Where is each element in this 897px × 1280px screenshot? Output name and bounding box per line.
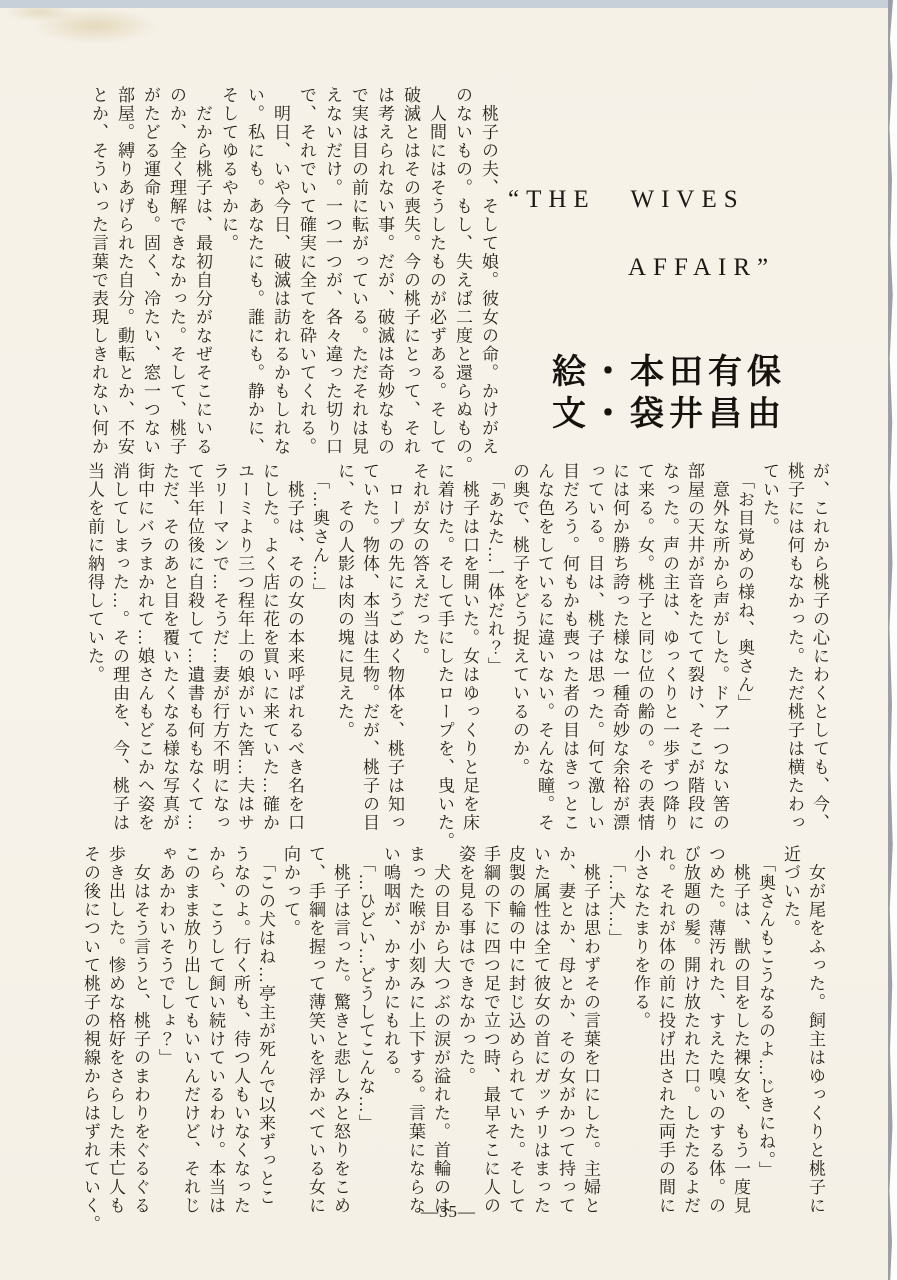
text-line: それが女の答えだった。 (410, 462, 429, 666)
text-line: っている。目は、桃子は思った。何て激しい (585, 462, 604, 832)
text-line: て来る。女。桃子と同じ位の齢の。その表情 (635, 462, 654, 832)
text-line: 破滅とはその喪失。今の桃子にとって、それ (401, 86, 420, 456)
text-line: 明日、いや今日、破滅は訪れるかもしれな (271, 86, 290, 456)
text-line: 人間にはそうしたものが必ずある。そして (427, 86, 446, 456)
text-line: 消してしまった…。その理由を、今、桃子は (110, 462, 129, 832)
text-line: 意外な所から声がした。ドア一つない筈の (710, 462, 729, 832)
text-line: 桃子の夫、そして娘。彼女の命。かけがえ (479, 86, 498, 456)
text-line: 桃子は、その女の本来呼ばれるべき名を口 (285, 462, 304, 832)
text-line: つめた。薄汚れた、すえた嗅いのする体。の (706, 845, 725, 1215)
text-line: 「奥さんもこうなるのよ…じきにね。」 (756, 845, 775, 1180)
text-line: だから桃子は、最初自分がなぜそこにいる (193, 86, 212, 456)
text-line: ただ、そのあと目を覆いたくなる様な写真が (160, 462, 179, 832)
text-line: で実は目の前に転がっている。ただそれは見 (349, 86, 368, 456)
text-line: にした。よく店に花を買いに来ていた…確か (260, 462, 279, 832)
text-line: い。私にも。あなたにも。誰にも。静かに、 (245, 86, 264, 456)
text-line: 桃子は思わずその言葉を口にした。主婦と (581, 845, 600, 1215)
text-line: うなのよ。行く所も、待つ人もいなくなった (231, 845, 250, 1215)
text-line: なった。声の主は、ゆっくりと一歩ずつ降り (660, 462, 679, 832)
text-line: このまま放り出してもいいんだけど、それじ (181, 845, 200, 1215)
text-line: 犬の目から大つぶの涙が溢れた。首輪のは (431, 845, 450, 1215)
text-line: いた属性は全て彼女の首にガッチリはまった (531, 845, 550, 1215)
text-line: 姿を見る事はできなかった。 (456, 845, 475, 1086)
credits-block (552, 352, 786, 436)
text-line: び放題の髪。開け放たれた口。したたるよだ (681, 845, 700, 1215)
text-line: その後について桃子の視線からはずれていく。 (81, 845, 100, 1234)
text-line: がたどる運命も。固く、冷たい、窓一つない (141, 86, 160, 456)
text-line: は考えられない事。だが、破滅は奇妙なもの (375, 86, 394, 456)
text-line: ロープの先にうごめく物体を、桃子は知っ (385, 462, 404, 832)
text-line: 「この犬はね…亭主が死んで以来ずっとこ (256, 845, 275, 1207)
text-line: 女が尾をふった。飼主はゆっくりと桃子に (806, 845, 825, 1215)
text-line: 「…奥さん…」 (310, 462, 329, 602)
text-line: 「…犬…」 (606, 845, 625, 948)
text-line: ていた。物体、本当は生物。だが、桃子の目 (360, 462, 379, 832)
text-line: とか、そういった言葉で表現しきれない何か (89, 86, 108, 456)
title-line-1: “THE WIVES (508, 186, 745, 213)
text-line: まった喉が小刻みに上下する。言葉にならな (406, 845, 425, 1215)
text-line: 桃子は言った。驚きと悲しみと怒りをこめ (331, 845, 350, 1215)
text-line: に着けた。そして手にしたロープを、曳いた。 (435, 462, 454, 851)
text-line: には何か勝ち誇った様な一種奇妙な余裕が漂 (610, 462, 629, 832)
text-line: 当人を前に納得していた。 (85, 462, 104, 684)
text-line: 桃子は、獣の目をした裸女を、もう一度見 (731, 845, 750, 1215)
text-line: んな色をしているに違いない。そんな瞳。そ (535, 462, 554, 832)
text-line: 小さなたまりを作る。 (631, 845, 650, 1030)
text-line: 「お目覚めの様ね、奥さん」 (735, 462, 754, 713)
text-line: ユーミより三つ程年上の娘がいた筈…夫はサ (235, 462, 254, 832)
text-line: 向かって。 (281, 845, 300, 938)
text-line: 皮製の輪の中に封じ込められていた。そして (506, 845, 525, 1215)
text-line: 「あなた…一体だれ？」 (485, 462, 504, 676)
credit-writer: 文・袋井昌由 (552, 396, 786, 433)
story-block-top-left (85, 86, 501, 488)
text-line: えないだけ。一つ一つが、各々違った切り口 (323, 86, 342, 456)
scan-edge-top (0, 0, 897, 8)
text-line: ゃあかわいそうでしょ？」 (156, 845, 175, 1067)
text-line: のないもの。もし、失えば二度と還らぬもの。 (453, 86, 472, 475)
text-line: か、妻とか、母とか、その女がかつて持って (556, 845, 575, 1215)
text-line: 歩き出した。惨めな格好をさらした未亡人も (106, 845, 125, 1215)
text-line: い鳴咽が、かすかにもれる。 (381, 845, 400, 1086)
credit-art: 絵・本田有保 (552, 354, 786, 391)
story-block-bottom (78, 845, 828, 1234)
text-line: 桃子は口を開いた。女はゆっくりと足を床 (460, 462, 479, 832)
text-line: て半年位後に自殺して…遺書も何もなくて… (185, 462, 204, 832)
text-line: から、こうして飼い続けているわけ。本当は (206, 845, 225, 1215)
text-line: 部屋。縛りあげられた自分。動転とか、不安 (115, 86, 134, 456)
title-line-2: AFFAIR” (628, 254, 776, 281)
text-line: 女はそう言うと、桃子のまわりをぐるぐる (131, 845, 150, 1215)
story-title (508, 186, 818, 282)
text-line: れ。それが体の前に投げ出された両手の間に (656, 845, 675, 1215)
text-line: で、それでいて確実に全てを砕いてくれる。 (297, 86, 316, 456)
text-line: 近づいた。 (781, 845, 800, 938)
page-number: ―35― (421, 1202, 476, 1221)
text-line: 手綱の下に四つ足で立つ時、最早そこに人の (481, 845, 500, 1215)
text-line: ラリーマンで…そうだ…妻が行方不明になっ (210, 462, 229, 832)
text-line: 「…ひどい…どうしてこんな…」 (356, 845, 375, 1133)
text-line: に、その人影は肉の塊に見えた。 (335, 462, 354, 740)
text-line: て、手綱を握って薄笑いを浮かべている女に (306, 845, 325, 1215)
text-line: 部屋の天井が音をたてて裂け、そこが階段に (685, 462, 704, 832)
torn-paper-edge (888, 0, 897, 1280)
text-line: が、これから桃子の心にわくとしても、今、 (810, 462, 829, 832)
text-line: 街中にバラまかれて…娘さんもどこかへ姿を (135, 462, 154, 832)
text-line: のか、全く理解できなかった。そして、桃子 (167, 86, 186, 456)
text-line: ていた。 (760, 462, 779, 536)
text-line: の奥で、桃子をどう捉えているのか。 (510, 462, 529, 777)
text-line: そしてゆるやかに。 (219, 86, 238, 253)
text-line: 目だろう。何もかも喪った者の目はきっとこ (560, 462, 579, 832)
story-block-middle (82, 462, 832, 851)
text-line: 桃子には何もなかった。ただ桃子は横たわっ (785, 462, 804, 832)
